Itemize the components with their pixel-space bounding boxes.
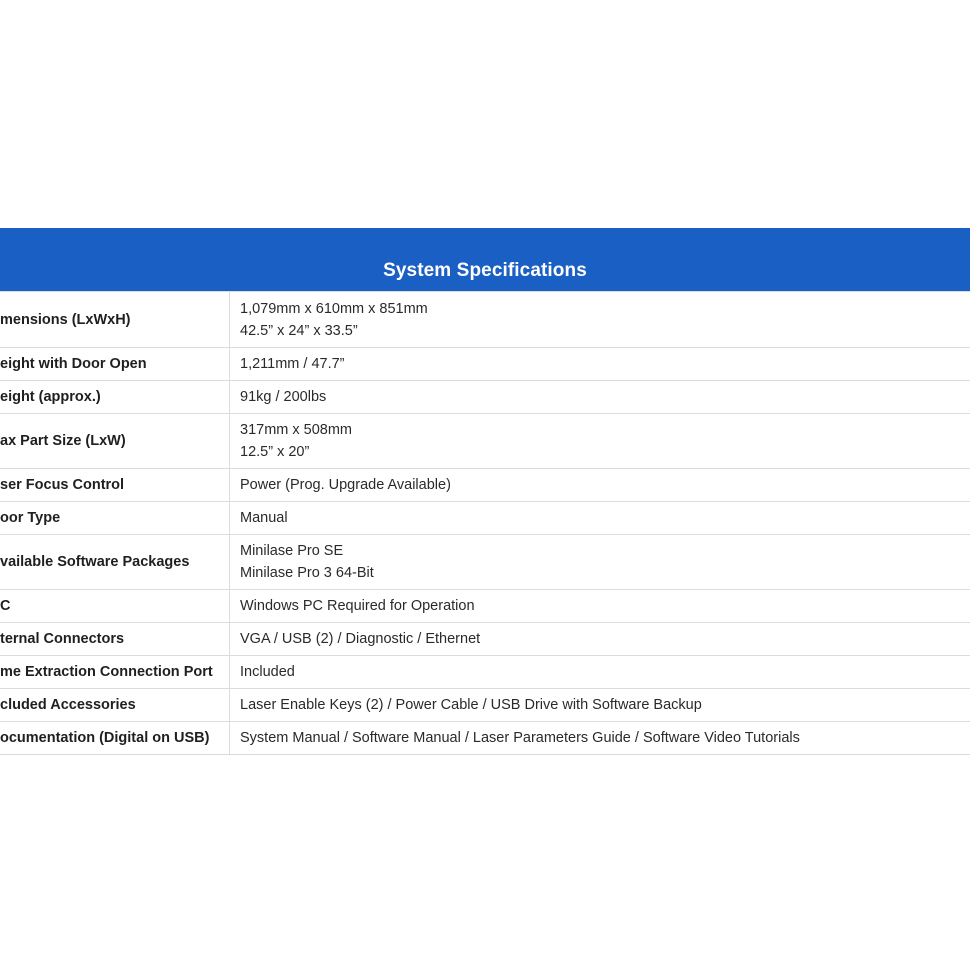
spec-value <box>230 656 970 688</box>
spec-value <box>230 414 970 468</box>
spec-row-documentation <box>0 721 970 754</box>
spec-value-line: 1,211mm / 47.7” <box>240 356 345 372</box>
spec-table-header <box>0 228 970 291</box>
spec-value-line: 1,079mm x 610mm x 851mm <box>240 300 428 317</box>
spec-label <box>0 414 230 468</box>
spec-label-text: mensions (LxWxH) <box>0 311 131 328</box>
spec-row-height-door-open <box>0 347 970 380</box>
spec-label-text: oor Type <box>0 510 61 526</box>
spec-value <box>230 689 970 721</box>
spec-value <box>230 469 970 501</box>
spec-label-text: me Extraction Connection Port <box>0 664 213 680</box>
spec-row-included-accessories <box>0 688 970 721</box>
spec-label-text: vailable Software Packages <box>0 554 190 570</box>
spec-label-text: C <box>0 598 11 614</box>
spec-value-line: Minilase Pro SE <box>240 543 344 559</box>
spec-row-dimensions <box>0 291 970 347</box>
spec-table-title: System Specifications <box>383 260 587 281</box>
spec-value-line: VGA / USB (2) / Diagnostic / Ethernet <box>240 631 481 647</box>
spec-table <box>0 228 970 755</box>
spec-label <box>0 656 230 688</box>
spec-label <box>0 502 230 534</box>
spec-value <box>230 535 970 589</box>
spec-label-text: ocumentation (Digital on USB) <box>0 730 210 746</box>
spec-label-text: eight (approx.) <box>0 389 101 405</box>
spec-row-pc <box>0 589 970 622</box>
spec-label <box>0 590 230 622</box>
spec-value-line: System Manual / Software Manual / Laser Parameters Guide / Software Video Tutorials <box>240 730 800 746</box>
spec-value <box>230 590 970 622</box>
spec-value-line: Included <box>240 664 295 680</box>
spec-value-line: Manual <box>240 510 288 526</box>
spec-label <box>0 469 230 501</box>
spec-label <box>0 292 230 347</box>
spec-row-fume-extraction <box>0 655 970 688</box>
spec-label <box>0 348 230 380</box>
spec-value <box>230 381 970 413</box>
spec-value-line: Minilase Pro 3 64-Bit <box>240 565 374 581</box>
spec-label-text: ser Focus Control <box>0 477 125 493</box>
spec-row-external-connectors <box>0 622 970 655</box>
spec-value-line: 91kg / 200lbs <box>240 389 327 405</box>
spec-label <box>0 535 230 589</box>
spec-value-line: 12.5” x 20” <box>240 444 310 460</box>
spec-value <box>230 348 970 380</box>
spec-label <box>0 381 230 413</box>
spec-label-text: ternal Connectors <box>0 631 125 647</box>
spec-label <box>0 623 230 655</box>
spec-value-line: Laser Enable Keys (2) / Power Cable / USB Drive with Software Backup <box>240 697 702 713</box>
spec-value-line: Windows PC Required for Operation <box>240 598 475 614</box>
spec-label <box>0 689 230 721</box>
spec-row-door-type <box>0 501 970 534</box>
spec-row-laser-focus-control <box>0 468 970 501</box>
spec-row-software-packages <box>0 534 970 589</box>
spec-label <box>0 722 230 754</box>
spec-value-line: Power (Prog. Upgrade Available) <box>240 477 451 493</box>
spec-label-text: ax Part Size (LxW) <box>0 433 126 449</box>
spec-value-line: 317mm x 508mm <box>240 422 353 438</box>
spec-row-weight <box>0 380 970 413</box>
spec-value <box>230 502 970 534</box>
spec-value <box>230 292 970 347</box>
spec-value-line: 42.5” x 24” x 33.5” <box>240 322 358 339</box>
spec-label-text: eight with Door Open <box>0 356 147 372</box>
spec-row-max-part-size <box>0 413 970 468</box>
spec-value <box>230 623 970 655</box>
spec-label-text: cluded Accessories <box>0 697 136 713</box>
spec-value <box>230 722 970 754</box>
